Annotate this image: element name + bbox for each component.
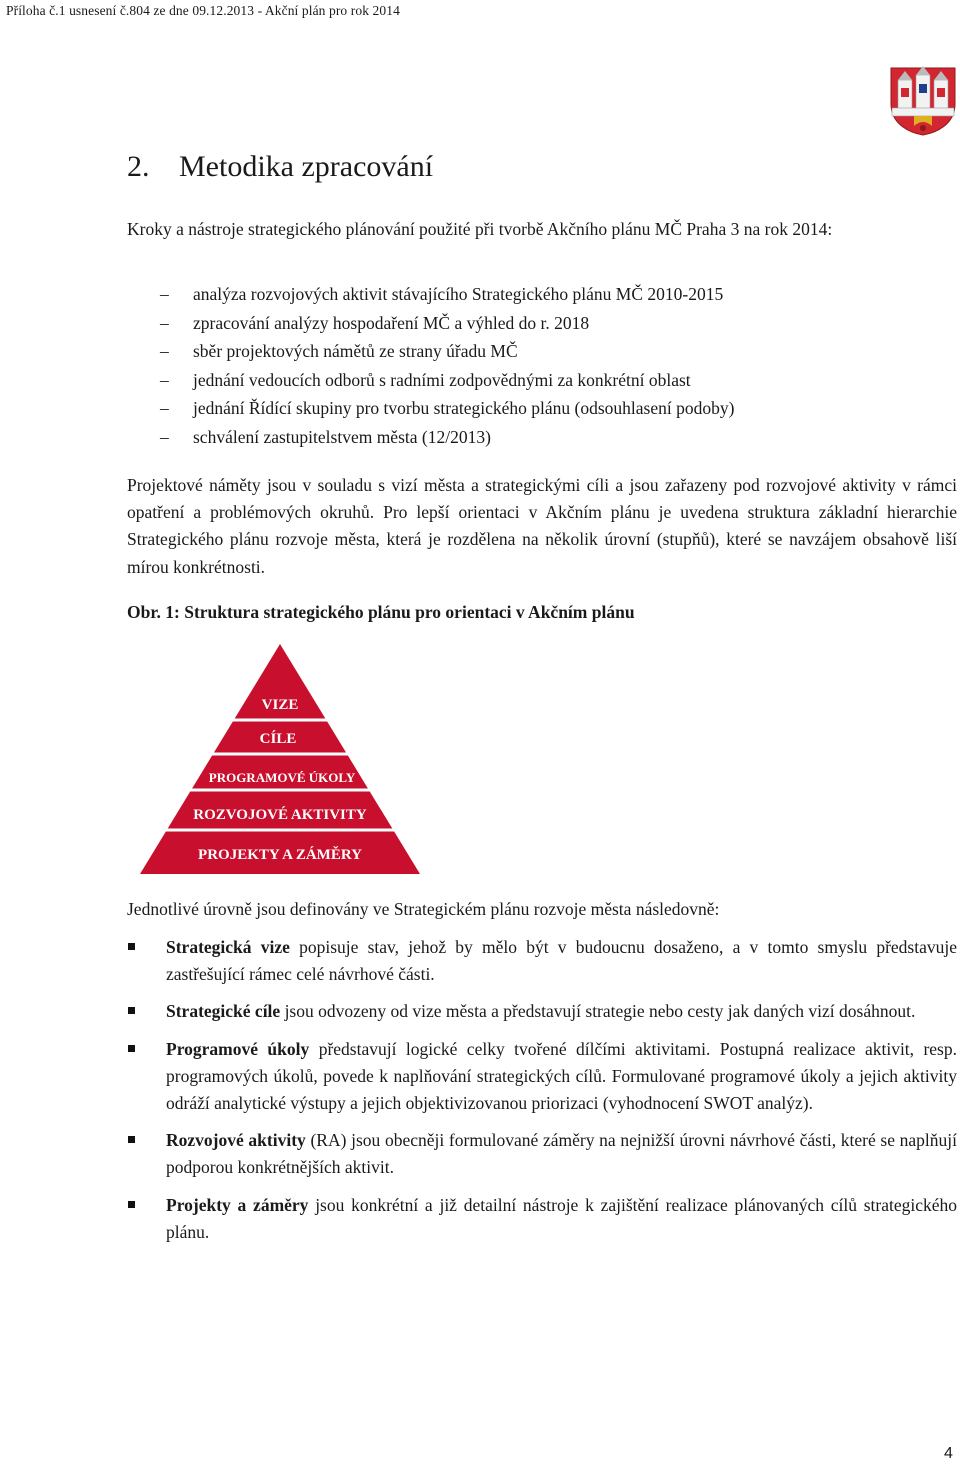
dash-marker: – (160, 398, 169, 419)
pyramid-diagram (138, 642, 422, 876)
list-item (127, 934, 957, 988)
list-item: – jednání Řídící skupiny pro tvorbu strategického plánu (odsouhlasení podoby) (160, 398, 735, 419)
definition-text: představují logické celky tvořené dílčími aktivitami. Postupná realizace aktivit, resp. programových úkolů, povede k naplňování strategických cílů. Formulované programové úkoly a jejich aktivity odráží analytické výstupy a jejich objektivizovanou priorizaci (vyhodnocení SWOT analýz). (166, 1038, 957, 1114)
square-bullet-icon (128, 1045, 135, 1052)
list-item: – schválení zastupitelstvem města (12/2013) (160, 426, 491, 447)
dash-marker: – (160, 284, 169, 304)
definition-term: Strategické cíle (166, 1001, 281, 1022)
section-number: 2. (127, 150, 150, 183)
list-item: – analýza rozvojových aktivit stávajícího Strategického plánu MČ 2010-2015 (160, 284, 724, 304)
dash-marker: – (160, 426, 169, 447)
dash-marker: – (160, 312, 169, 333)
definition-term: Rozvojové aktivity (166, 1130, 306, 1151)
list-item (127, 998, 957, 1025)
list-item (127, 1127, 957, 1181)
definition-text: jsou odvozeny od vize města a představují strategie nebo cesty jak daných vizí dosáhnout. (280, 1001, 916, 1022)
pyramid-level-2: CÍLE (259, 731, 297, 747)
pyramid-level-4: ROZVOJOVÉ AKTIVITY (193, 807, 367, 823)
section-heading (127, 150, 433, 184)
intro-paragraph: Kroky a nástroje strategického plánování použité při tvorbě Akčního plánu MČ Praha 3 na rok 2014: (127, 219, 833, 239)
list-item (127, 1036, 957, 1118)
pyramid-level-1: VIZE (261, 697, 299, 713)
pyramid-level-5: PROJEKTY A ZÁMĚRY (198, 847, 362, 863)
definition-text: jsou konkrétní a již detailní nástroje k zajištění realizace plánovaných cílů strategického plánu. (166, 1194, 957, 1242)
list-item (127, 1192, 957, 1246)
figure-caption: Obr. 1: Struktura strategického plánu pro orientaci v Akčním plánu (127, 602, 635, 622)
definition-term: Programové úkoly (166, 1038, 310, 1059)
definition-text: popisuje stav, jehož by mělo být v budoucnu dosaženo, a v tomto smyslu představuje zastřešující rámec celé návrhové části. (166, 937, 957, 985)
document-header-note: Příloha č.1 usnesení č.804 ze dne 09.12.2013 - Akční plán pro rok 2014 (6, 3, 400, 18)
definition-term: Strategická vize (166, 937, 290, 957)
list-item: – zpracování analýzy hospodaření MČ a výhled do r. 2018 (160, 312, 590, 333)
square-bullet-icon (128, 1136, 135, 1143)
dash-marker: – (160, 369, 169, 390)
list-item: – sběr projektových námětů ze strany úřadu MČ (160, 341, 518, 362)
square-bullet-icon (128, 943, 135, 950)
body-paragraph: Projektové náměty jsou v souladu s vizí města a strategickými cíli a jsou zařazeny pod rozvojové aktivity v rámci opatření a problémových okruhů. Pro lepší orientaci v Akčním plánu je uvedena struktura základní hierarchie Strategického plánu rozvoje města, která je rozdělena na několik úrovní (stupňů), které se navzájem obsahově liší mírou konkrétnosti. (127, 475, 957, 577)
page-number: 4 (944, 1445, 953, 1462)
dash-marker: – (160, 341, 169, 362)
levels-intro: Jednotlivé úrovně jsou definovány ve Strategickém plánu rozvoje města následovně: (127, 899, 720, 919)
square-bullet-icon (128, 1007, 135, 1014)
steps-list (160, 284, 960, 456)
definition-text: (RA) jsou obecněji formulované záměry na nejnižší úrovni návrhové části, které se naplňují podporou konkrétnějších aktivit. (166, 1130, 957, 1178)
definitions-list (127, 934, 957, 1246)
square-bullet-icon (128, 1201, 135, 1208)
list-item: – jednání vedoucích odborů s radními zodpovědnými za konkrétní oblast (160, 369, 691, 390)
definition-term: Projekty a záměry (166, 1194, 309, 1215)
section-title: Metodika zpracování (179, 150, 434, 183)
pyramid-level-3: PROGRAMOVÉ ÚKOLY (208, 770, 356, 785)
coat-of-arms-logo (888, 64, 958, 136)
pyramid-shape (140, 644, 420, 874)
